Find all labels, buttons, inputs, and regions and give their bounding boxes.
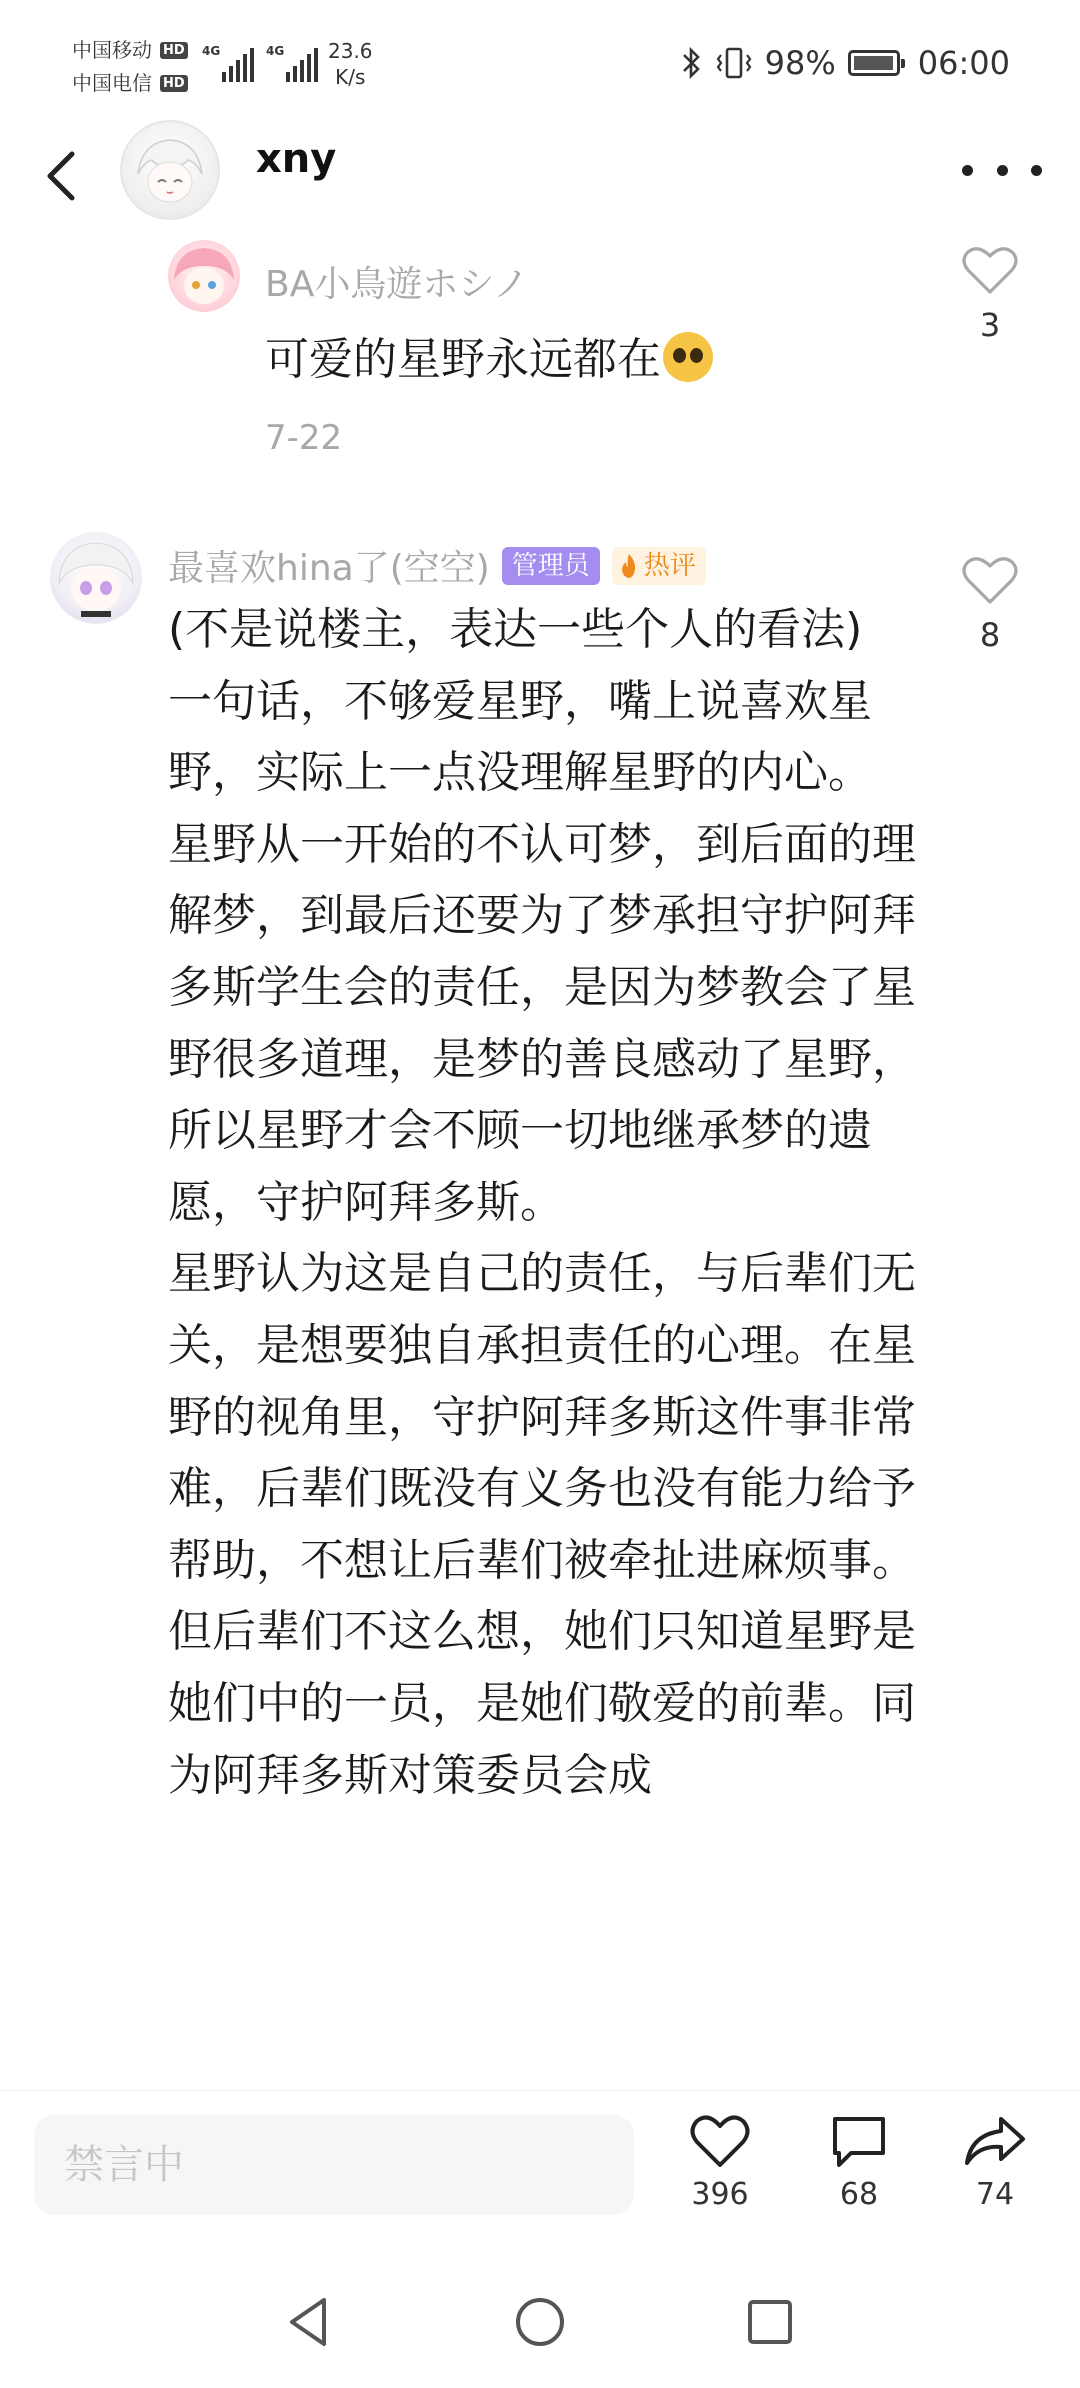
bluetooth-icon	[681, 46, 703, 80]
status-bar	[0, 0, 1080, 120]
nav-home-icon[interactable]	[510, 2292, 570, 2352]
comment-paragraph: 星野从一开始的不认可梦，到后面的理解梦，到最后还要为了梦承担守护阿拜多斯学生会的责任，是因为梦教会了星野很多道理，是梦的善良感动了星野，所以星野才会不顾一切地继承梦的遗愿，守护阿拜多斯。	[168, 818, 916, 1228]
comment-like-count: 8	[979, 616, 1001, 654]
signal-icons	[202, 44, 318, 82]
hd-badge: HD	[160, 42, 188, 59]
reply-text: 可爱的星野永远都在	[265, 330, 713, 390]
carrier-1-label: 中国移动	[72, 38, 152, 62]
admin-badge: 管理员	[502, 547, 600, 585]
comment-paragraph: 但后辈们不这么想，她们只知道星野是她们中的一员，是她们敬爱的前辈。同为阿拜多斯对策委员会成	[168, 1606, 916, 1801]
comment-meta	[168, 540, 706, 591]
status-right-group	[681, 44, 1010, 82]
reply-author-name[interactable]: BA小鳥遊ホシノ	[265, 264, 529, 305]
reply-date: 7-22	[265, 418, 343, 458]
heart-icon	[962, 244, 1018, 296]
signal-strength-icon: 4G	[268, 48, 318, 82]
post-like-count: 396	[691, 2177, 749, 2212]
comment-item	[0, 530, 1080, 2090]
comment-paragraph: 星野认为这是自己的责任，与后辈们无关，是想要独自承担责任的心理。在星野的视角里，守护阿拜多斯这件事非常难，后辈们既没有义务也没有能力给予帮助，不想让后辈们被牵扯进麻烦事。	[168, 1248, 916, 1586]
nav-back-icon[interactable]	[280, 2292, 340, 2352]
hd-badge: HD	[160, 75, 188, 92]
comment-bubble-icon	[829, 2113, 889, 2169]
anime-avatar-icon	[51, 533, 141, 623]
vibrate-icon	[715, 46, 753, 80]
battery-icon	[848, 50, 900, 76]
battery-percent: 98%	[764, 44, 836, 82]
comment-paragraph: (不是说楼主，表达一些个人的看法)	[168, 604, 863, 655]
heart-icon	[962, 554, 1018, 606]
comment-paragraph: 一句话，不够爱星野，嘴上说喜欢星野，实际上一点没理解星野的内心。	[168, 675, 872, 799]
anime-avatar-icon	[168, 240, 240, 312]
comment-author-name[interactable]: 最喜欢hina了(空空)	[168, 548, 490, 589]
post-header	[0, 120, 1080, 230]
system-navigation-bar	[0, 2250, 1080, 2388]
share-arrow-icon	[963, 2113, 1027, 2169]
network-speed: 23.6 K/s	[328, 39, 373, 89]
post-comment-count: 68	[839, 2177, 879, 2212]
heart-icon	[690, 2113, 750, 2169]
reply-like-button[interactable]	[955, 244, 1025, 344]
carrier-2-label: 中国电信	[72, 71, 152, 95]
carrier-info	[72, 34, 188, 100]
avatar[interactable]	[50, 532, 142, 624]
hot-comment-badge: 热评	[612, 547, 706, 585]
more-options-icon[interactable]	[962, 150, 1042, 190]
nav-recents-icon[interactable]	[740, 2292, 800, 2352]
post-share-button[interactable]	[940, 2113, 1050, 2212]
avatar[interactable]	[168, 240, 240, 312]
pleading-face-icon	[663, 332, 713, 382]
back-arrow-icon[interactable]	[30, 140, 94, 212]
clock: 06:00	[917, 44, 1010, 82]
bottom-action-bar	[0, 2090, 1080, 2241]
post-share-count: 74	[975, 2177, 1015, 2212]
post-like-button[interactable]	[665, 2113, 775, 2212]
page-title: xny	[256, 136, 337, 182]
comment-input-muted[interactable]: 禁言中	[34, 2115, 634, 2215]
avatar[interactable]	[120, 120, 220, 220]
post-comment-button[interactable]	[804, 2113, 914, 2212]
comment-like-button[interactable]	[955, 554, 1025, 654]
flame-icon	[618, 552, 640, 580]
signal-strength-icon: 4G	[204, 48, 254, 82]
anime-avatar-icon	[122, 122, 218, 218]
comment-text	[168, 594, 928, 1811]
reply-like-count: 3	[979, 306, 1001, 344]
